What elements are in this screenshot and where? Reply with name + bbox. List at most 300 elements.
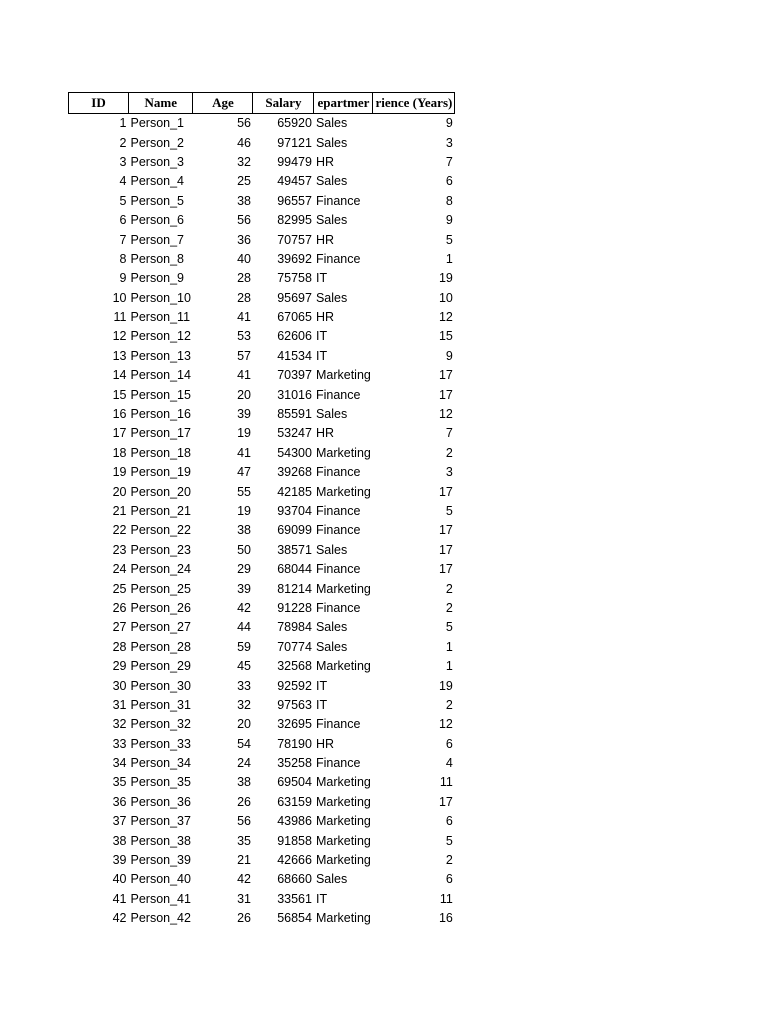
cell-name[interactable]: Person_31 — [130, 697, 191, 712]
table-row — [69, 541, 455, 560]
column-header-department[interactable]: epartmer — [314, 93, 373, 114]
cell-experience[interactable]: 17 — [438, 387, 453, 402]
cell-experience[interactable]: 7 — [445, 426, 453, 441]
cell-department[interactable]: Finance — [315, 523, 361, 538]
cell-name[interactable]: Person_7 — [130, 232, 185, 247]
cell-age[interactable]: 45 — [237, 659, 251, 674]
cell-name[interactable]: Person_15 — [130, 387, 191, 402]
cell-id[interactable]: 39 — [112, 853, 127, 868]
cell-name[interactable]: Person_4 — [130, 174, 185, 189]
cell-department[interactable]: Finance — [315, 193, 361, 208]
cell-salary[interactable]: 32695 — [277, 717, 312, 732]
cell-department[interactable]: Finance — [315, 756, 361, 771]
employee-table — [68, 92, 455, 928]
cell-id[interactable]: 5 — [119, 193, 127, 208]
table-row — [69, 289, 455, 308]
cell-experience[interactable]: 17 — [438, 484, 453, 499]
cell-salary[interactable]: 70757 — [277, 232, 312, 247]
cell-experience[interactable]: 2 — [445, 853, 453, 868]
cell-name[interactable]: Person_8 — [130, 251, 185, 266]
cell-experience[interactable]: 19 — [438, 271, 453, 286]
cell-salary[interactable]: 69099 — [277, 523, 312, 538]
cell-name[interactable]: Person_41 — [130, 891, 191, 906]
cell-department[interactable]: IT — [315, 329, 328, 344]
table-row — [69, 172, 455, 191]
cell-experience[interactable]: 17 — [438, 523, 453, 538]
cell-age[interactable]: 31 — [237, 891, 251, 906]
cell-department[interactable]: Finance — [315, 251, 361, 266]
cell-age[interactable]: 56 — [237, 213, 251, 228]
cell-id[interactable]: 36 — [112, 794, 127, 809]
cell-department[interactable]: Finance — [315, 387, 361, 402]
cell-experience[interactable]: 1 — [445, 251, 453, 266]
cell-id[interactable]: 27 — [112, 620, 127, 635]
cell-salary[interactable]: 78190 — [277, 736, 312, 751]
cell-salary[interactable]: 92592 — [277, 678, 312, 693]
table-row — [69, 482, 455, 501]
table-row — [69, 114, 455, 134]
cell-department[interactable]: HR — [315, 426, 335, 441]
cell-name[interactable]: Person_39 — [130, 853, 191, 868]
cell-experience[interactable]: 1 — [445, 659, 453, 674]
cell-department[interactable]: Finance — [315, 504, 361, 518]
table-row — [69, 560, 455, 579]
cell-experience[interactable]: 17 — [438, 368, 453, 383]
table-row — [69, 424, 455, 443]
table-row — [69, 890, 455, 909]
cell-experience[interactable]: 3 — [445, 465, 453, 480]
cell-age[interactable]: 32 — [237, 697, 251, 712]
cell-age[interactable]: 20 — [237, 717, 251, 732]
cell-experience[interactable]: 19 — [438, 678, 453, 693]
cell-id[interactable]: 22 — [112, 523, 127, 538]
table-row — [69, 870, 455, 889]
cell-department[interactable]: Marketing — [315, 659, 371, 674]
cell-salary[interactable]: 70397 — [277, 368, 312, 383]
cell-department[interactable]: IT — [315, 891, 328, 906]
cell-salary[interactable]: 96557 — [277, 193, 312, 208]
cell-department[interactable]: Marketing — [315, 368, 371, 383]
cell-id[interactable]: 8 — [119, 251, 127, 266]
table-row — [69, 327, 455, 346]
column-header-salary[interactable]: Salary — [253, 93, 314, 114]
cell-department[interactable]: HR — [315, 736, 335, 751]
cell-experience[interactable]: 3 — [445, 135, 453, 150]
cell-name[interactable]: Person_16 — [130, 407, 191, 422]
cell-age[interactable]: 26 — [237, 911, 251, 926]
cell-age[interactable]: 28 — [237, 290, 251, 305]
column-header-age[interactable]: Age — [193, 93, 253, 114]
cell-experience[interactable]: 8 — [445, 193, 453, 208]
cell-department[interactable]: Finance — [315, 562, 361, 577]
cell-age[interactable]: 33 — [237, 678, 251, 693]
cell-salary[interactable]: 38571 — [277, 542, 312, 557]
cell-id[interactable]: 9 — [119, 271, 127, 286]
cell-department[interactable]: IT — [315, 678, 328, 693]
cell-id[interactable]: 37 — [112, 814, 127, 829]
cell-salary[interactable]: 75758 — [277, 271, 312, 286]
table-row — [69, 308, 455, 327]
column-header-name[interactable]: Name — [129, 93, 193, 114]
table-row — [69, 192, 455, 211]
cell-id[interactable]: 34 — [112, 756, 127, 771]
table-row — [69, 521, 455, 540]
cell-age[interactable]: 26 — [237, 794, 251, 809]
table-row — [69, 405, 455, 424]
cell-id[interactable]: 24 — [112, 562, 127, 577]
cell-name[interactable]: Person_1 — [130, 116, 185, 131]
cell-id[interactable]: 30 — [112, 678, 127, 693]
cell-department[interactable]: Sales — [315, 213, 348, 228]
cell-experience[interactable]: 9 — [445, 348, 453, 363]
cell-id[interactable]: 12 — [112, 329, 127, 344]
cell-department[interactable]: HR — [315, 310, 335, 325]
cell-name[interactable]: Person_34 — [130, 756, 191, 771]
cell-salary[interactable]: 81214 — [277, 581, 312, 596]
cell-experience[interactable]: 2 — [445, 600, 453, 615]
cell-id[interactable]: 26 — [112, 600, 127, 615]
cell-experience[interactable]: 17 — [438, 562, 453, 577]
table-row — [69, 599, 455, 618]
cell-age[interactable]: 28 — [237, 271, 251, 286]
cell-department[interactable]: Finance — [315, 717, 361, 732]
cell-age[interactable]: 19 — [237, 426, 251, 441]
cell-age[interactable]: 36 — [237, 232, 251, 247]
cell-experience[interactable]: 15 — [438, 329, 453, 344]
cell-salary[interactable]: 68660 — [277, 872, 312, 887]
cell-id[interactable]: 2 — [119, 135, 127, 150]
cell-salary[interactable]: 70774 — [277, 639, 312, 654]
cell-age[interactable]: 29 — [237, 562, 251, 577]
table-row — [69, 735, 455, 754]
table-row — [69, 618, 455, 637]
cell-age[interactable]: 56 — [237, 116, 251, 131]
cell-name[interactable]: Person_14 — [130, 368, 191, 383]
cell-department[interactable]: Sales — [315, 116, 348, 131]
cell-id[interactable]: 1 — [119, 116, 127, 131]
table-row — [69, 366, 455, 385]
cell-name[interactable]: Person_17 — [130, 426, 191, 441]
cell-id[interactable]: 7 — [119, 232, 127, 247]
cell-id[interactable]: 25 — [112, 581, 127, 596]
cell-salary[interactable]: 69504 — [277, 775, 312, 790]
cell-department[interactable]: Marketing — [315, 581, 371, 596]
cell-id[interactable]: 38 — [112, 833, 127, 848]
cell-experience[interactable]: 7 — [445, 154, 453, 169]
cell-name[interactable]: Person_10 — [130, 290, 191, 305]
cell-age[interactable]: 35 — [237, 833, 251, 848]
table-body — [69, 114, 455, 929]
cell-age[interactable]: 39 — [237, 407, 251, 422]
cell-name[interactable]: Person_29 — [130, 659, 191, 674]
cell-name[interactable]: Person_25 — [130, 581, 191, 596]
cell-experience[interactable]: 12 — [438, 717, 453, 732]
cell-salary[interactable]: 82995 — [277, 213, 312, 228]
cell-salary[interactable]: 54300 — [277, 445, 312, 460]
table-row — [69, 831, 455, 850]
cell-name[interactable]: Person_42 — [130, 911, 191, 926]
cell-age[interactable]: 54 — [237, 736, 251, 751]
cell-salary[interactable]: 85591 — [277, 407, 312, 422]
cell-name[interactable]: Person_20 — [130, 484, 191, 499]
cell-id[interactable]: 14 — [112, 368, 127, 383]
cell-salary[interactable]: 91228 — [277, 600, 312, 615]
table-row — [69, 696, 455, 715]
cell-id[interactable]: 40 — [112, 872, 127, 887]
cell-age[interactable]: 25 — [237, 174, 251, 189]
cell-experience[interactable]: 6 — [445, 174, 453, 189]
cell-salary[interactable]: 41534 — [277, 348, 312, 363]
cell-salary[interactable]: 42666 — [277, 853, 312, 868]
cell-age[interactable]: 56 — [237, 814, 251, 829]
cell-age[interactable]: 38 — [237, 523, 251, 538]
cell-name[interactable]: Person_5 — [130, 193, 185, 208]
cell-id[interactable]: 6 — [119, 213, 127, 228]
cell-id[interactable]: 4 — [119, 174, 127, 189]
cell-experience[interactable]: 11 — [439, 891, 453, 906]
column-header-experience[interactable]: rience (Years) — [373, 93, 455, 114]
table-row — [69, 851, 455, 870]
cell-name[interactable]: Person_28 — [130, 639, 191, 654]
cell-experience[interactable]: 12 — [438, 310, 453, 325]
cell-experience[interactable]: 2 — [445, 445, 453, 460]
cell-experience[interactable]: 12 — [438, 407, 453, 422]
cell-department[interactable]: HR — [315, 232, 335, 247]
cell-department[interactable]: Marketing — [315, 775, 371, 790]
cell-name[interactable]: Person_30 — [130, 678, 191, 693]
table-row — [69, 754, 455, 773]
cell-salary[interactable]: 95697 — [277, 290, 312, 305]
cell-salary[interactable]: 32568 — [277, 659, 312, 674]
cell-name[interactable]: Person_9 — [130, 271, 185, 286]
cell-name[interactable]: Person_38 — [130, 833, 191, 848]
cell-age[interactable]: 41 — [237, 368, 251, 383]
cell-department[interactable]: Marketing — [315, 814, 371, 829]
cell-age[interactable]: 41 — [237, 310, 251, 325]
cell-salary[interactable]: 53247 — [277, 426, 312, 441]
cell-name[interactable]: Person_33 — [130, 736, 191, 751]
table-row — [69, 657, 455, 676]
table-row — [69, 211, 455, 230]
cell-name[interactable]: Person_12 — [130, 329, 191, 344]
cell-department[interactable]: Finance — [315, 600, 361, 615]
cell-salary[interactable]: 97121 — [277, 135, 312, 150]
cell-name[interactable]: Person_19 — [130, 465, 191, 480]
cell-id[interactable]: 13 — [112, 348, 127, 363]
cell-name[interactable]: Person_40 — [130, 872, 191, 887]
cell-age[interactable]: 39 — [237, 581, 251, 596]
cell-salary[interactable]: 31016 — [277, 387, 312, 402]
cell-salary[interactable]: 97563 — [277, 697, 312, 712]
cell-age[interactable]: 38 — [237, 775, 251, 790]
cell-salary[interactable]: 63159 — [277, 794, 312, 809]
cell-age[interactable]: 38 — [237, 193, 251, 208]
cell-experience[interactable]: 16 — [438, 911, 453, 926]
cell-department[interactable]: Marketing — [315, 445, 371, 460]
cell-experience[interactable]: 17 — [438, 542, 453, 557]
cell-department[interactable]: Sales — [315, 407, 348, 422]
table-row — [69, 909, 455, 928]
cell-department[interactable]: HR — [315, 154, 335, 169]
cell-experience[interactable]: 2 — [445, 581, 453, 596]
cell-experience[interactable]: 1 — [445, 639, 453, 654]
cell-id[interactable]: 18 — [112, 445, 127, 460]
cell-salary[interactable]: 39268 — [277, 465, 312, 480]
table-row — [69, 250, 455, 269]
cell-experience[interactable]: 6 — [445, 736, 453, 751]
cell-experience[interactable]: 4 — [445, 756, 453, 771]
cell-age[interactable]: 44 — [237, 620, 251, 635]
cell-age[interactable]: 42 — [237, 872, 251, 887]
cell-age[interactable]: 47 — [237, 465, 251, 480]
cell-id[interactable]: 11 — [113, 310, 127, 325]
table-row — [69, 773, 455, 792]
cell-id[interactable]: 20 — [112, 484, 127, 499]
cell-salary[interactable]: 62606 — [277, 329, 312, 344]
cell-salary[interactable]: 43986 — [277, 814, 312, 829]
cell-id[interactable]: 29 — [112, 659, 127, 674]
cell-name[interactable]: Person_22 — [130, 523, 191, 538]
table-row — [69, 502, 455, 521]
cell-experience[interactable]: 5 — [445, 504, 453, 518]
cell-name[interactable]: Person_2 — [130, 135, 185, 150]
cell-salary[interactable]: 56854 — [277, 911, 312, 926]
table-row — [69, 347, 455, 366]
cell-name[interactable]: Person_23 — [130, 542, 191, 557]
cell-id[interactable]: 33 — [112, 736, 127, 751]
cell-id[interactable]: 3 — [119, 154, 127, 169]
cell-salary[interactable]: 93704 — [277, 504, 312, 518]
table-row — [69, 812, 455, 831]
cell-name[interactable]: Person_35 — [130, 775, 191, 790]
table-row — [69, 230, 455, 249]
cell-id[interactable]: 17 — [112, 426, 127, 441]
cell-id[interactable]: 35 — [112, 775, 127, 790]
column-header-id[interactable]: ID — [69, 93, 129, 114]
cell-experience[interactable]: 9 — [445, 116, 453, 131]
cell-id[interactable]: 42 — [112, 911, 127, 926]
cell-id[interactable]: 28 — [112, 639, 127, 654]
cell-department[interactable]: Marketing — [315, 833, 371, 848]
spreadsheet-sheet — [68, 92, 455, 928]
cell-age[interactable]: 32 — [237, 154, 251, 169]
table-row — [69, 676, 455, 695]
cell-salary[interactable]: 49457 — [277, 174, 312, 189]
cell-name[interactable]: Person_32 — [130, 717, 191, 732]
cell-name[interactable]: Person_18 — [130, 445, 191, 460]
cell-salary[interactable]: 78984 — [277, 620, 312, 635]
cell-age[interactable]: 55 — [237, 484, 251, 499]
cell-salary[interactable]: 35258 — [277, 756, 312, 771]
cell-department[interactable]: Marketing — [315, 853, 371, 868]
cell-department[interactable]: Sales — [315, 639, 348, 654]
cell-experience[interactable]: 2 — [445, 697, 453, 712]
cell-experience[interactable]: 5 — [445, 833, 453, 848]
cell-salary[interactable]: 42185 — [277, 484, 312, 499]
cell-department[interactable]: Marketing — [315, 911, 371, 926]
cell-department[interactable]: IT — [315, 271, 328, 286]
cell-name[interactable]: Person_37 — [130, 814, 191, 829]
cell-department[interactable]: Sales — [315, 872, 348, 887]
cell-age[interactable]: 19 — [237, 504, 251, 518]
cell-experience[interactable]: 6 — [445, 814, 453, 829]
cell-id[interactable]: 32 — [112, 717, 127, 732]
cell-id[interactable]: 41 — [112, 891, 127, 906]
cell-name[interactable]: Person_24 — [130, 562, 191, 577]
cell-name[interactable]: Person_26 — [130, 600, 191, 615]
cell-salary[interactable]: 68044 — [277, 562, 312, 577]
cell-department[interactable]: IT — [315, 348, 328, 363]
cell-department[interactable]: Marketing — [315, 484, 371, 499]
cell-salary[interactable]: 65920 — [277, 116, 312, 131]
cell-name[interactable]: Person_11 — [130, 310, 191, 325]
cell-name[interactable]: Person_6 — [130, 213, 185, 228]
cell-experience[interactable]: 6 — [445, 872, 453, 887]
header-row — [69, 93, 455, 114]
table-row — [69, 153, 455, 172]
cell-age[interactable]: 50 — [237, 542, 251, 557]
cell-experience[interactable]: 11 — [439, 775, 453, 790]
table-row — [69, 385, 455, 404]
cell-salary[interactable]: 99479 — [277, 154, 312, 169]
cell-age[interactable]: 42 — [237, 600, 251, 615]
cell-age[interactable]: 21 — [237, 853, 251, 868]
cell-department[interactable]: Sales — [315, 135, 348, 150]
cell-name[interactable]: Person_21 — [130, 504, 191, 518]
cell-id[interactable]: 23 — [112, 542, 127, 557]
table-row — [69, 579, 455, 598]
cell-id[interactable]: 21 — [112, 504, 127, 518]
cell-age[interactable]: 53 — [237, 329, 251, 344]
cell-name[interactable]: Person_36 — [130, 794, 191, 809]
cell-experience[interactable]: 17 — [438, 794, 453, 809]
cell-salary[interactable]: 91858 — [277, 833, 312, 848]
cell-department[interactable]: IT — [315, 697, 328, 712]
table-header — [69, 93, 455, 114]
table-row — [69, 269, 455, 288]
cell-department[interactable]: Marketing — [315, 794, 371, 809]
cell-department[interactable]: Sales — [315, 620, 348, 635]
cell-name[interactable]: Person_13 — [130, 348, 191, 363]
cell-experience[interactable]: 5 — [445, 620, 453, 635]
cell-age[interactable]: 59 — [237, 639, 251, 654]
cell-age[interactable]: 24 — [237, 756, 251, 771]
cell-age[interactable]: 46 — [237, 135, 251, 150]
cell-department[interactable]: Sales — [315, 290, 348, 305]
cell-age[interactable]: 41 — [237, 445, 251, 460]
cell-age[interactable]: 40 — [237, 251, 251, 266]
cell-name[interactable]: Person_27 — [130, 620, 191, 635]
cell-id[interactable]: 31 — [112, 697, 127, 712]
cell-salary[interactable]: 33561 — [277, 891, 312, 906]
cell-age[interactable]: 20 — [237, 387, 251, 402]
cell-age[interactable]: 57 — [237, 348, 251, 363]
cell-name[interactable]: Person_3 — [130, 154, 185, 169]
cell-id[interactable]: 15 — [112, 387, 127, 402]
cell-department[interactable]: Sales — [315, 174, 348, 189]
cell-id[interactable]: 10 — [112, 290, 127, 305]
table-row — [69, 638, 455, 657]
cell-salary[interactable]: 39692 — [277, 251, 312, 266]
cell-salary[interactable]: 67065 — [277, 310, 312, 325]
cell-department[interactable]: Sales — [315, 542, 348, 557]
cell-id[interactable]: 16 — [112, 407, 127, 422]
cell-experience[interactable]: 5 — [445, 232, 453, 247]
cell-experience[interactable]: 9 — [445, 213, 453, 228]
cell-id[interactable]: 19 — [112, 465, 127, 480]
cell-department[interactable]: Finance — [315, 465, 361, 480]
cell-experience[interactable]: 10 — [438, 290, 453, 305]
